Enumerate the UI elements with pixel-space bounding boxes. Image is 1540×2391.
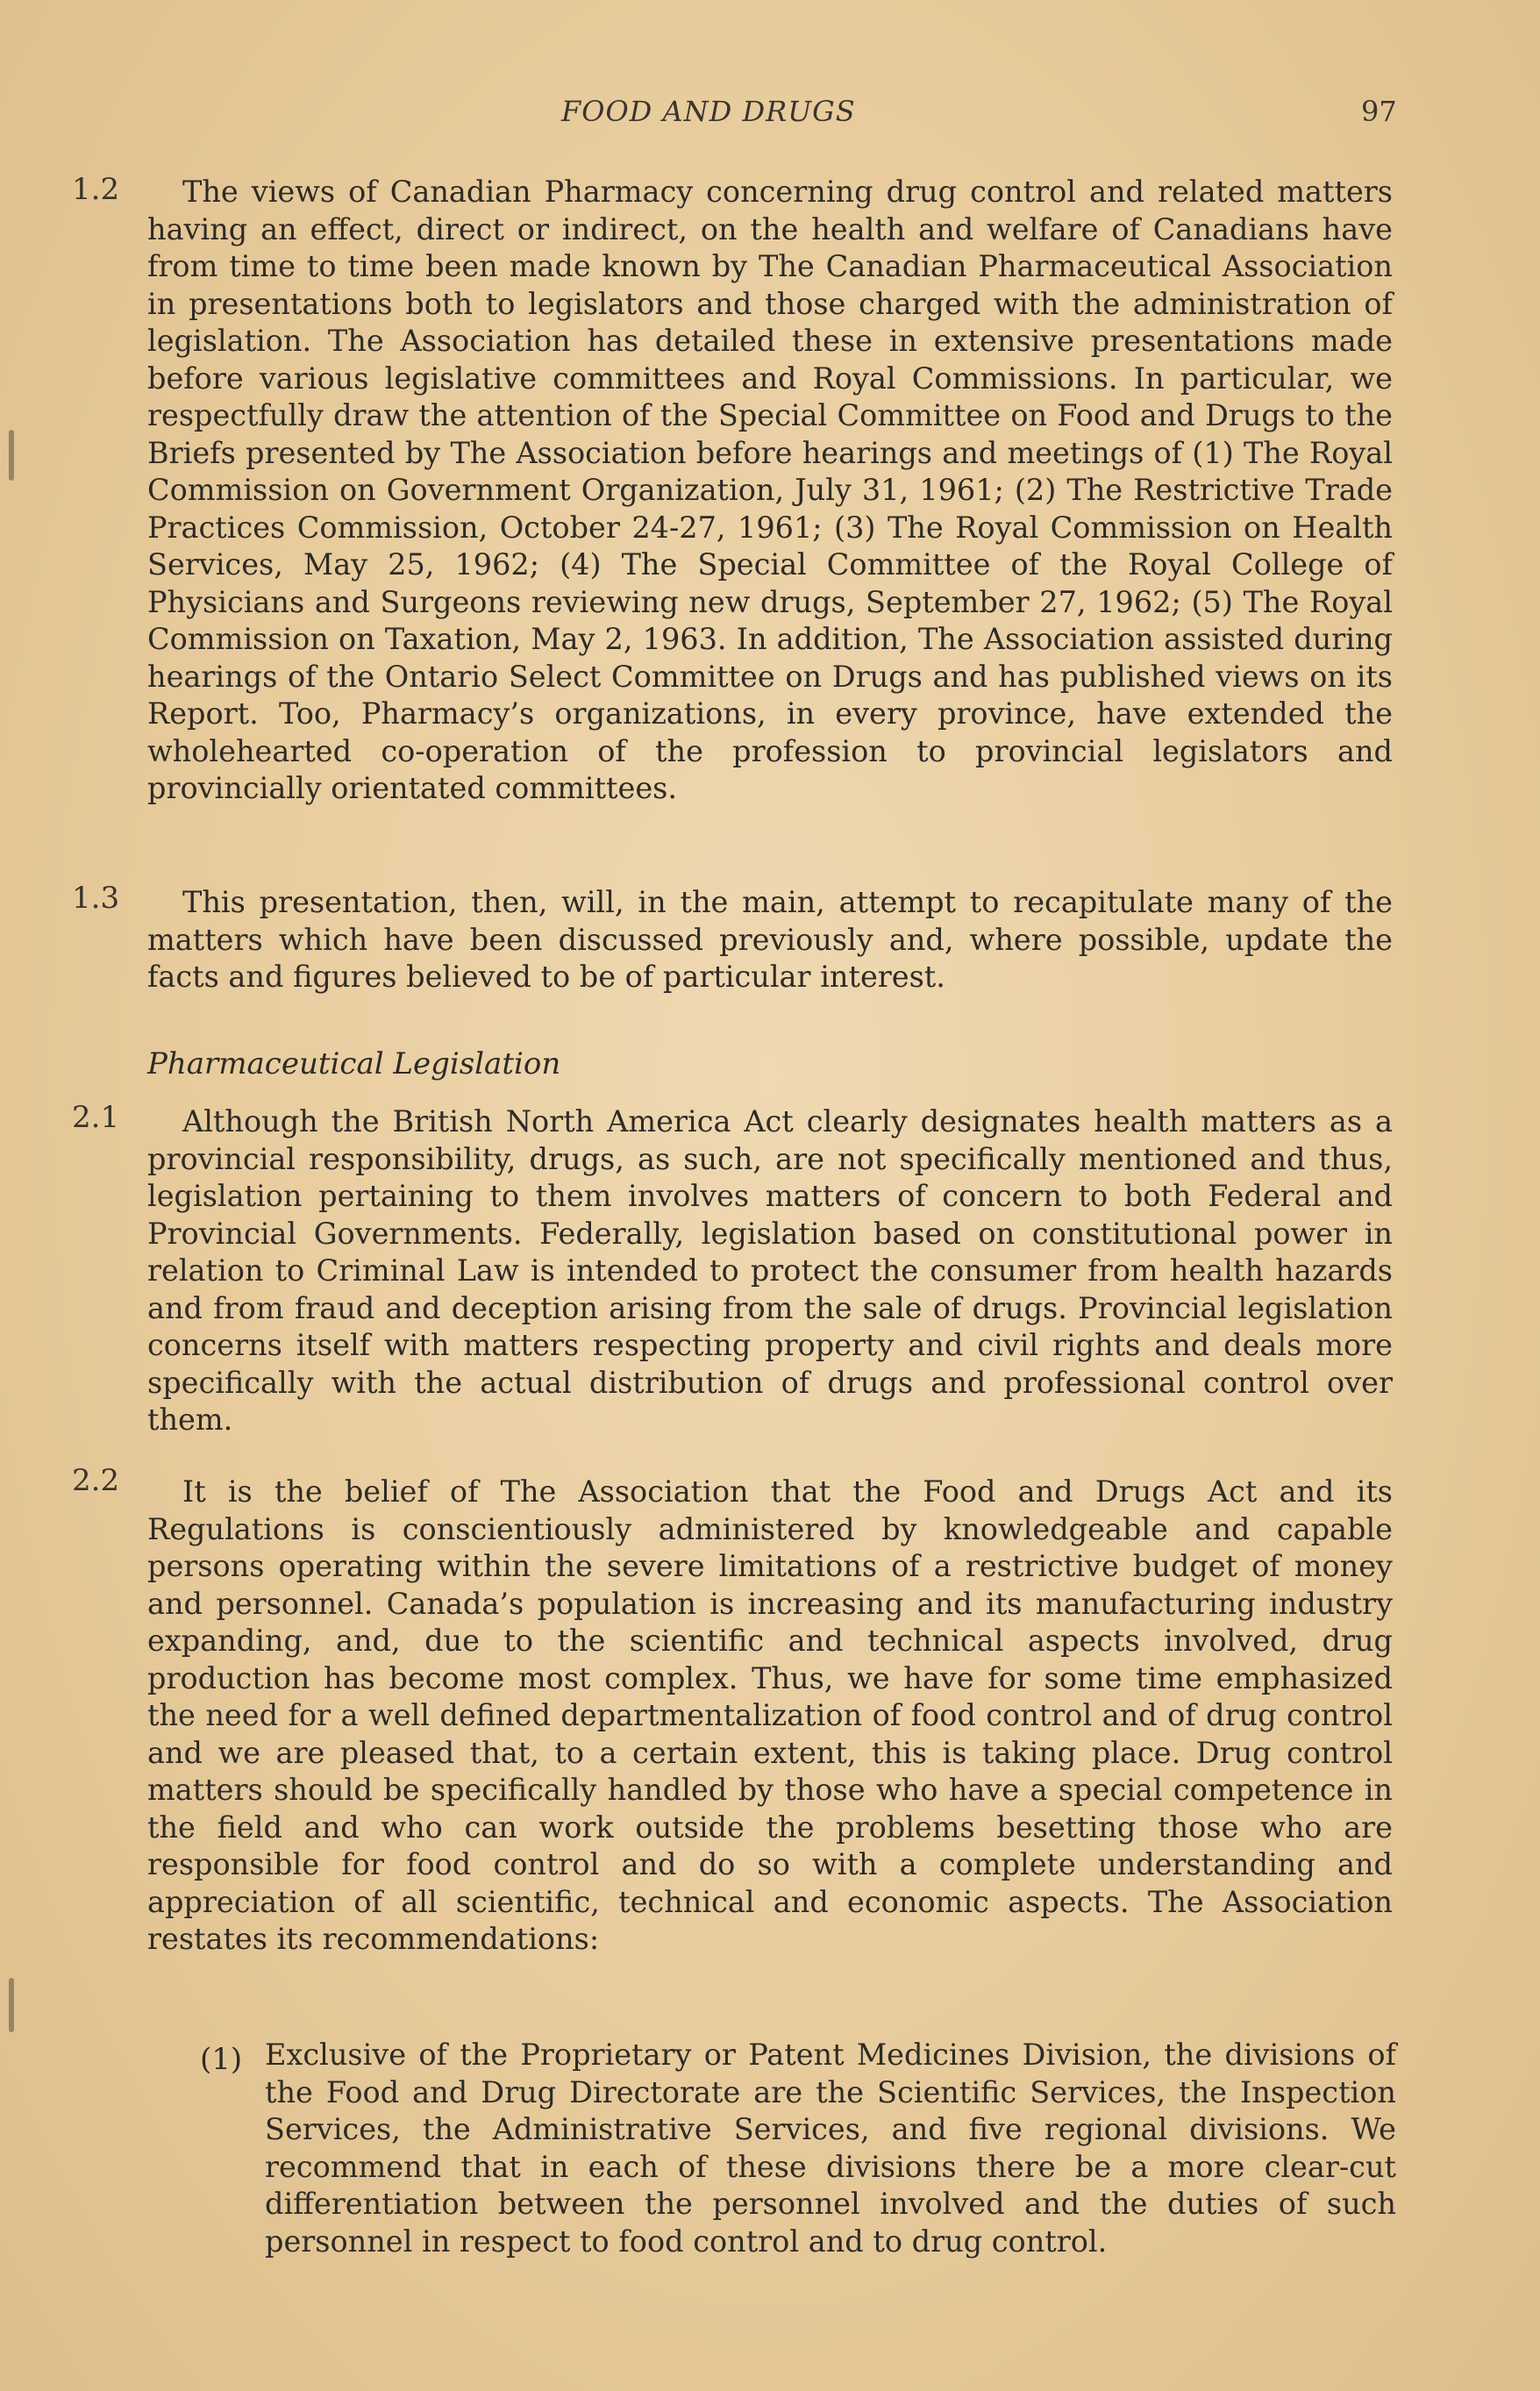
- recommendation-text: Exclusive of the Proprietary or Patent Medicines Division, the divisions of the Food and Drug Directorate are the Scientific Services, the Inspection Services, the Administrative Services, and five regional divisions. We recommend that in each of these divisions there be a more clear-cut differentiation between the personnel involved and the duties of such personnel in respect to food control and to drug control.: [265, 2038, 1396, 2259]
- paragraph: [147, 1103, 1393, 1439]
- paragraph: [147, 174, 1393, 808]
- paragraph-text: The views of Canadian Pharmacy concerning drug control and related matters having an effect, direct or indirect, on the health and welfare of Canadians have from time to time been made known by The Canadian Pharmaceutical Association in presentations both to legislators and those charged with the administration of legislation. The Association has detailed these in extensive presentations made before various legislative committees and Royal Commissions. In particular, we respectfully draw the attention of the Special Committee on Food and Drugs to the Briefs presented by The Association before hearings and meetings of (1) The Royal Commission on Government Organization, July 31, 1961; (2) The Restrictive Trade Practices Commission, October 24-27, 1961; (3) The Royal Commission on Health Services, May 25, 1962; (4) The Special Committee of the Royal College of Physicians and Surgeons reviewing new drugs, September 27, 1962; (5) The Royal Commission on Taxation, May 2, 1963. In addition, The Association assisted during hearings of the Ontario Select Committee on Drugs and has published views on its Report. Too, Pharmacy’s organizations, in every province, have extended the wholehearted co-operation of the profession to provincial legislators and provincially orientated committees.: [147, 175, 1393, 805]
- paragraph-text: This presentation, then, will, in the main, attempt to recapitulate many of the matters which have been discussed previously and, where possible, update the facts and figures believed to be of particular interest.: [147, 885, 1393, 994]
- section-heading: Pharmaceutical Legislation: [147, 1046, 561, 1081]
- paragraph-number: 2.2: [72, 1463, 120, 1498]
- paragraph-number: 2.1: [72, 1100, 120, 1135]
- paragraph: [147, 1474, 1393, 1959]
- paragraph-number: 1.2: [72, 172, 120, 207]
- paragraph-text: Although the British North America Act clearly designates health matters as a provincial responsibility, drugs, as such, are not specifically mentioned and thus, legislation pertaining to them involves matters of concern to both Federal and Provincial Governments. Federally, legislation based on constitutional power in relation to Criminal Law is intended to protect the consumer from health hazards and from fraud and deception arising from the sale of drugs. Provincial legislation concerns itself with matters respecting property and civil rights and deals more specifically with the actual distribution of drugs and professional control over them.: [147, 1104, 1393, 1437]
- page-header: [0, 95, 1540, 130]
- recommendation-number: (1): [200, 2042, 243, 2077]
- running-head: FOOD AND DRUGS: [561, 95, 856, 128]
- paragraph-text: It is the belief of The Association that the Food and Drugs Act and its Regulations is conscientiously administered by knowledgeable and capable persons operating within the severe limitations of a restrictive budget of money and personnel. Canada’s population is increasing and its manufacturing industry expanding, and, due to the scientific and technical aspects involved, drug production has become most complex. Thus, we have for some time emphasized the need for a well defined departmentalization of food control and of drug control and we are pleased that, to a certain extent, this is taking place. Drug control matters should be specifically handled by those who have a special competence in the field and who can work outside the problems besetting those who are responsible for food control and do so with a complete understanding and appreciation of all scientific, technical and economic aspects. The Association restates its recommendations:: [147, 1474, 1393, 1956]
- paragraph-number: 1.3: [72, 881, 120, 916]
- page-number: 97: [1361, 95, 1397, 128]
- margin-mark: [9, 430, 14, 481]
- margin-mark: [9, 1978, 14, 2032]
- paragraph: [147, 884, 1393, 996]
